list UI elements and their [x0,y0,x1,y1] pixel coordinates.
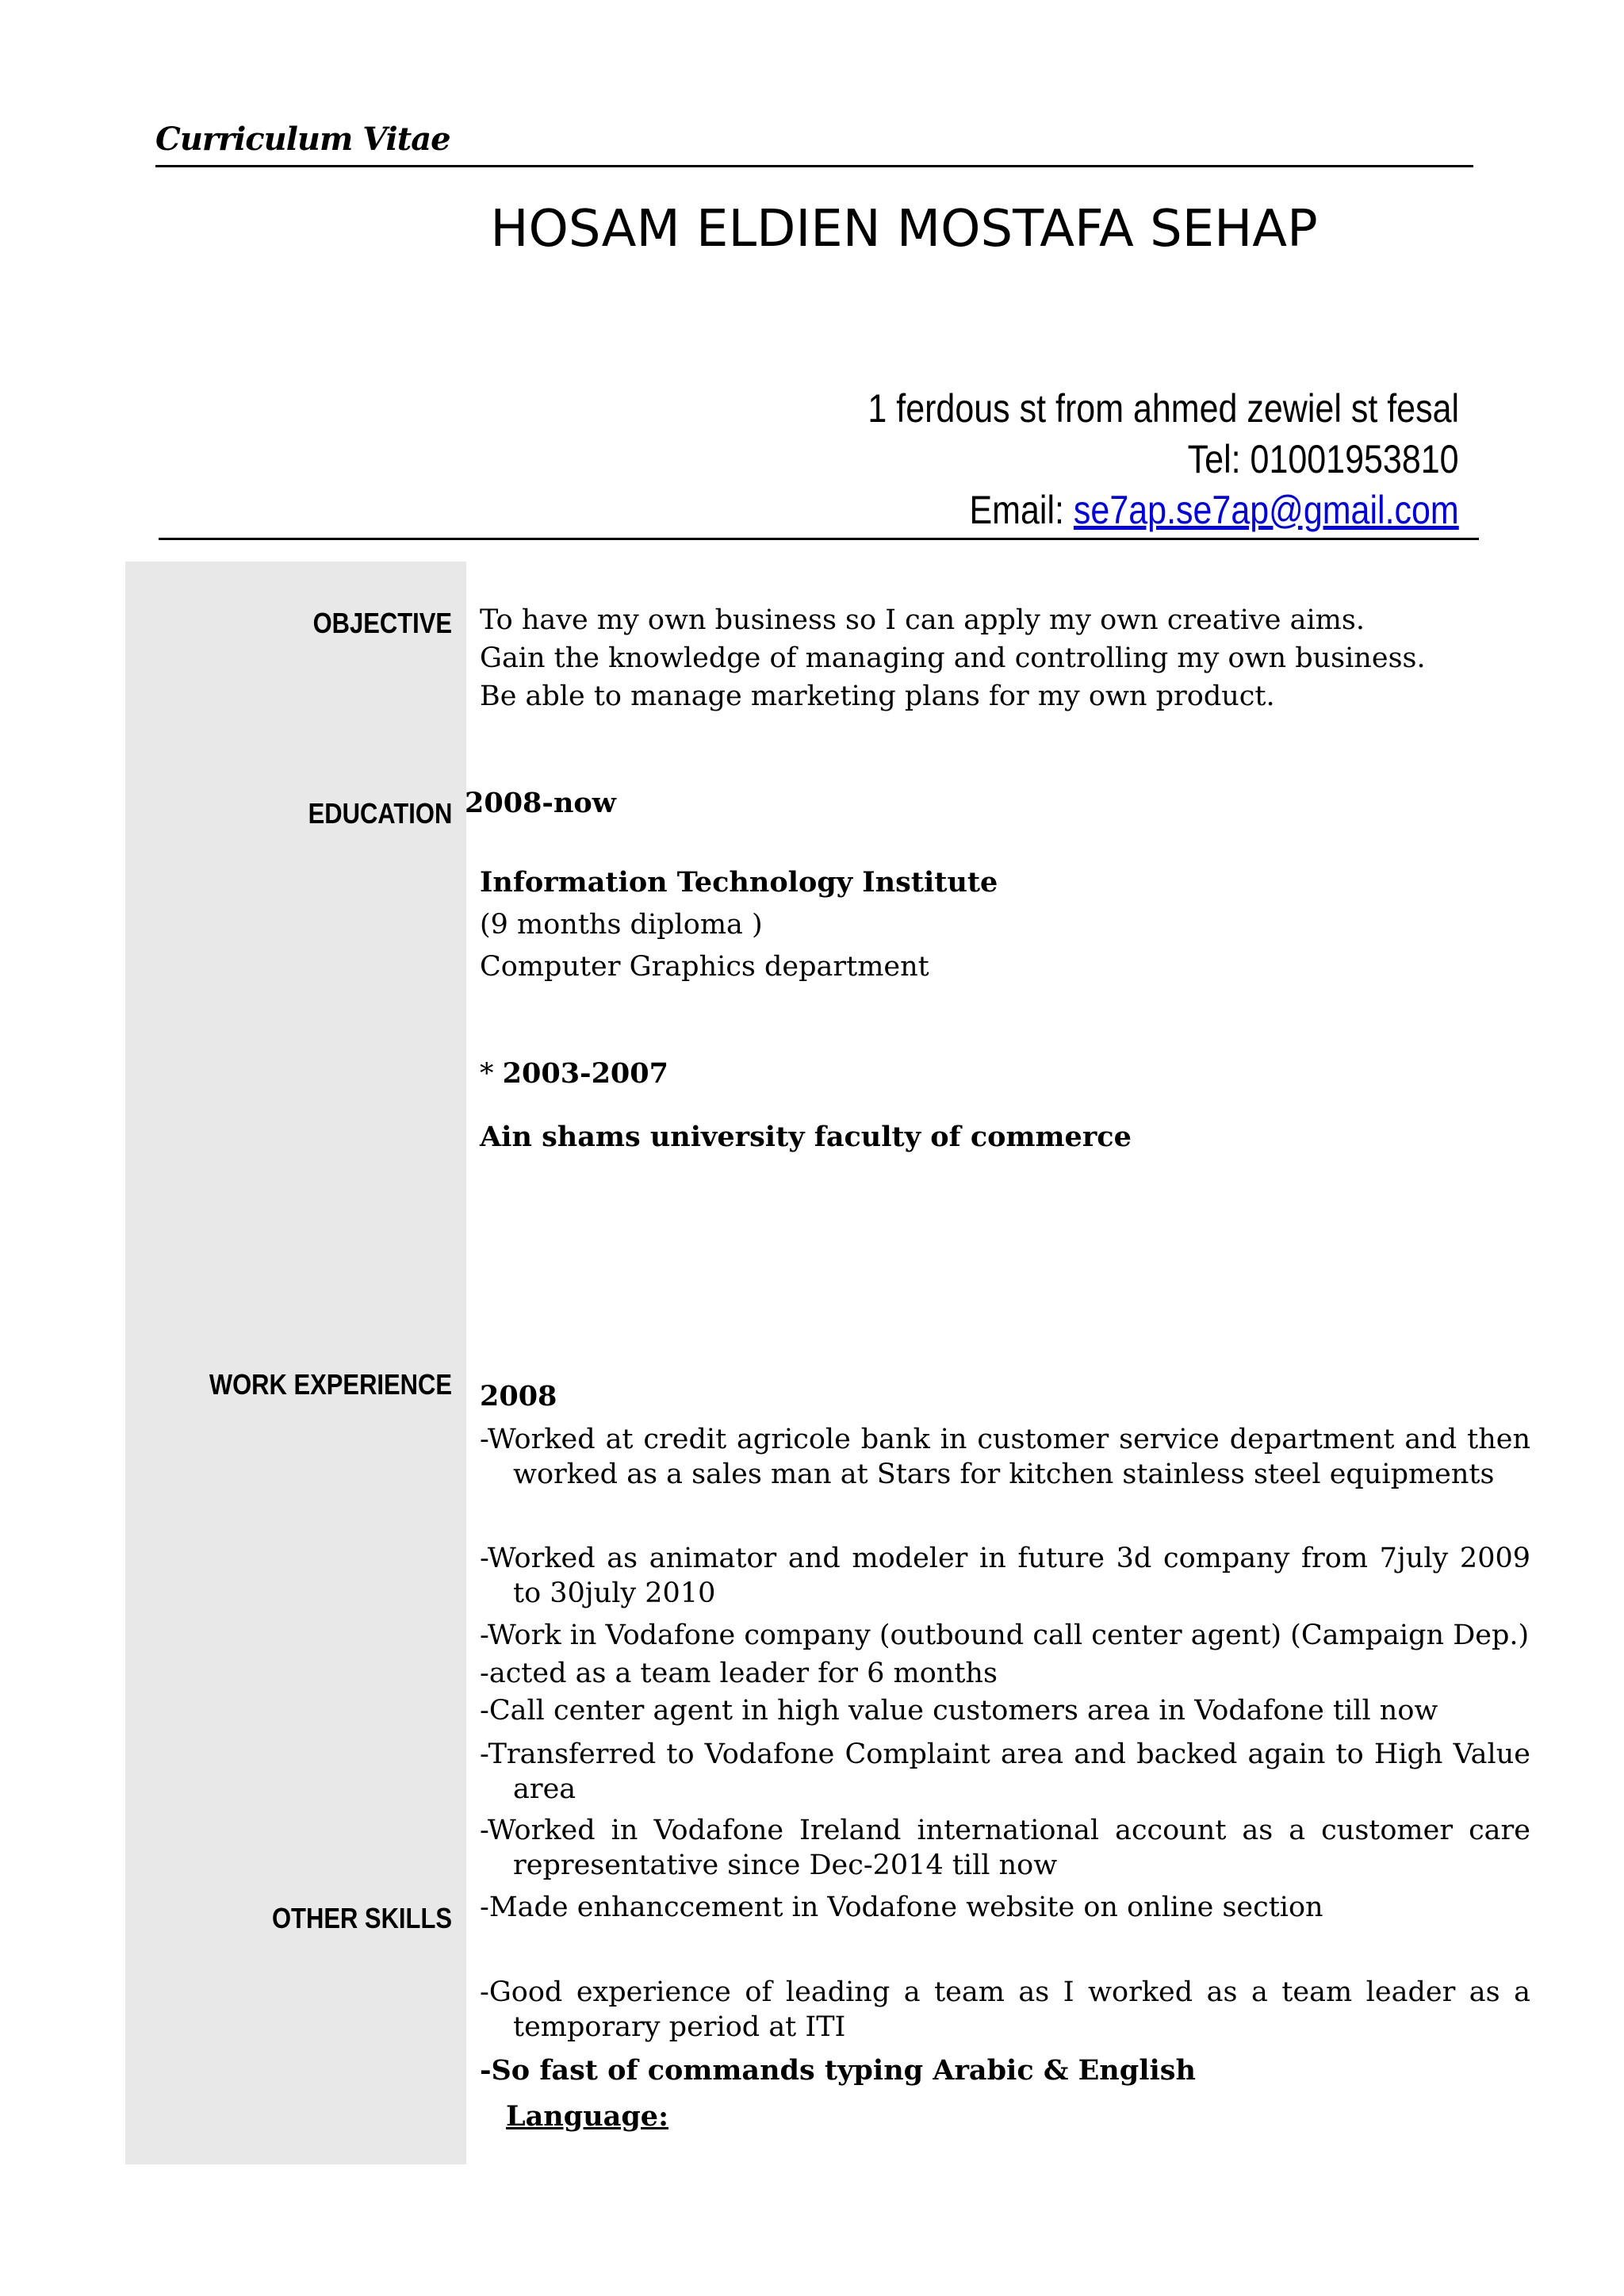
section-label-other-skills: OTHER SKILLS [271,1902,452,1934]
email-label: Email: [969,488,1074,532]
work-year: 2008 [480,1380,557,1412]
education-period-value: 2003-2007 [502,1057,668,1090]
section-label-work-experience: WORK EXPERIENCE [209,1368,452,1401]
work-item: -Worked as animator and modeler in future 3d company from 7july 2009 to 30july 2010 [480,1543,1530,1609]
skill-item: -Good experience of leading a team as I worked as a team leader as a temporary period at ITI [480,1976,1530,2043]
education-period [480,1057,668,1090]
objective-line: Gain the knowledge of managing and controlling my own business. [480,642,1426,674]
work-item: -acted as a team leader for 6 months [480,1658,998,1689]
objective-line: Be able to manage marketing plans for my own product. [480,680,1275,712]
top-divider [155,165,1473,167]
email-link[interactable]: se7ap.se7ap@gmail.com [1074,488,1459,532]
education-detail: Computer Graphics department [480,951,929,983]
skill-item: -So fast of commands typing Arabic & English [480,2054,1196,2087]
cv-label: Curriculum Vitae [155,121,450,158]
email-line [970,487,1459,533]
section-label-education: EDUCATION [308,797,452,830]
candidate-name: HOSAM ELDIEN MOSTAFA SEHAP [490,200,1318,259]
education-detail: (9 months diploma ) [480,909,763,941]
work-item: -Call center agent in high value customers area in Vodafone till now [480,1695,1438,1727]
section-label-objective: OBJECTIVE [312,607,452,639]
work-item: -Worked in Vodafone Ireland international account as a customer care representative since Dec-2014 till now [480,1815,1530,1881]
education-period: 2008-now [465,787,616,819]
language-label: Language: [506,2100,668,2133]
objective-line: To have my own business so I can apply my own creative aims. [480,604,1365,636]
work-item: -Work in Vodafone company (outbound call center agent) (Campaign Dep.) [480,1619,1530,1651]
bullet: * [480,1058,503,1090]
education-institution: Ain shams university faculty of commerce [480,1121,1132,1153]
education-institution: Information Technology Institute [480,866,998,899]
header-divider [159,538,1479,540]
telephone: Tel: 01001953810 [1188,437,1459,481]
work-item: -Transferred to Vodafone Complaint area and backed again to High Value area [480,1738,1530,1805]
work-item: -Worked at credit agricole bank in customer service department and then worked as a sales man at Stars for kitchen stainless steel equipments [480,1424,1530,1490]
work-item: -Made enhanccement in Vodafone website on online section [480,1892,1323,1923]
address: 1 ferdous st from ahmed zewiel st fesal [868,386,1459,431]
